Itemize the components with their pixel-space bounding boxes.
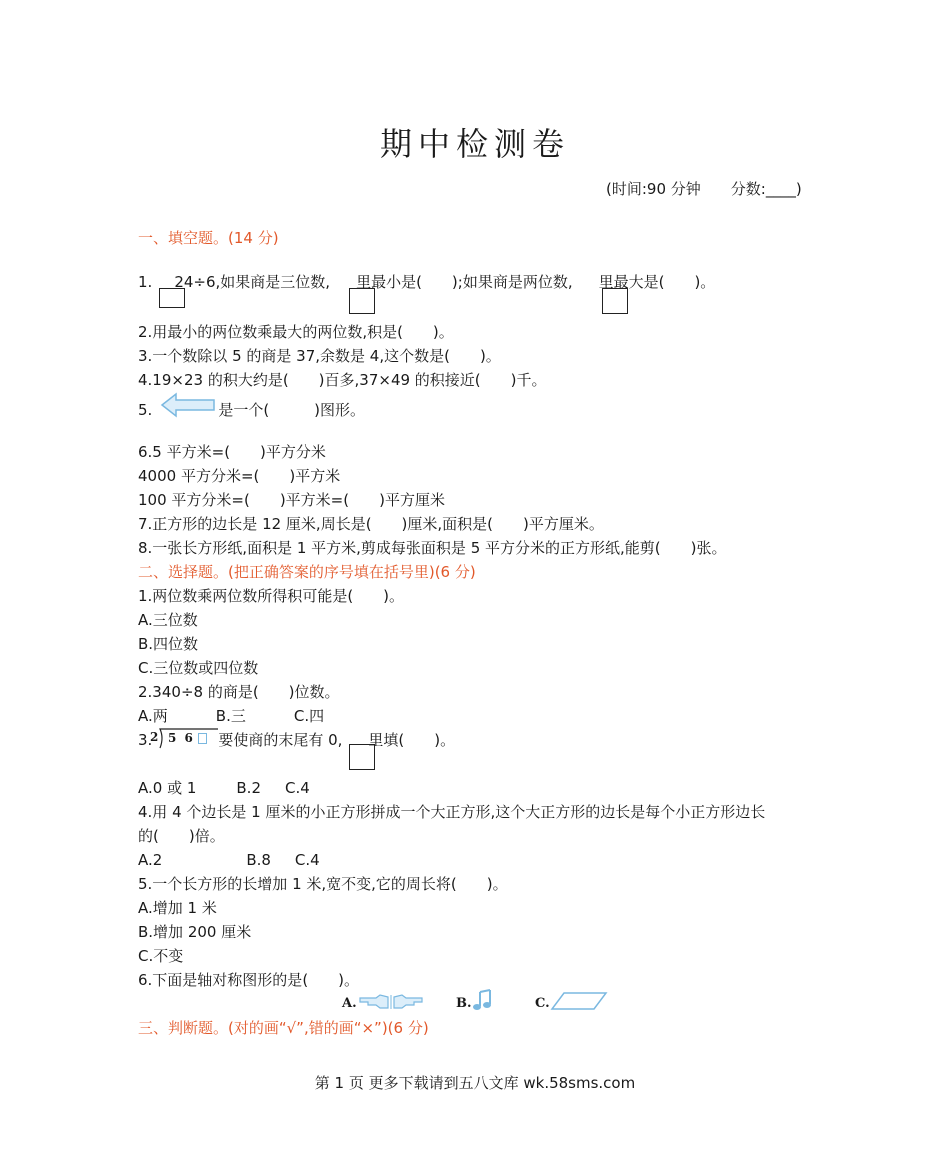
page-footer: 第 1 页 更多下载请到五八文库 wk.58sms.com — [314, 1074, 636, 1092]
choice-q5: 5.一个长方形的长增加 1 米,宽不变,它的周长将( )。 — [138, 875, 508, 893]
choice-q2-option-b: B.三 — [215, 707, 246, 725]
choice-q6: 6.下面是轴对称图形的是( )。 — [138, 971, 360, 989]
blank-box-1 — [159, 288, 185, 308]
fill-q5-number: 5. — [138, 401, 153, 419]
left-arrow-shape — [160, 392, 216, 418]
fill-q1-part-b: 24÷6,如果商是三位数, — [174, 273, 331, 291]
fill-q8: 8.一张长方形纸,面积是 1 平方米,剪成每张面积是 5 平方分米的正方形纸,能剪( )张。 — [138, 539, 727, 557]
blank-box-3 — [602, 288, 628, 314]
section-choice: 二、选择题。(把正确答案的序号填在括号里)(6 分) — [138, 563, 476, 581]
section-true-false: 三、判断题。(对的画“√”,错的画“×”)(6 分) — [138, 1019, 429, 1037]
fill-q6-line-a: 6.5 平方米=( )平方分米 — [138, 443, 326, 461]
choice-q3-option-a: A.0 或 1 — [138, 779, 197, 797]
blank-box-2 — [349, 288, 375, 314]
choice-q2-option-c: C.四 — [293, 707, 325, 725]
page-title: 期中检测卷 — [379, 125, 570, 163]
choice-q4-line-2: 的( )倍。 — [138, 827, 225, 845]
choice-q3-text-b: 要使商的末尾有 0, — [218, 731, 343, 749]
parallelogram-shape — [550, 991, 608, 1011]
choice-q4-options — [138, 850, 320, 870]
option-c-label: C. — [535, 996, 550, 1011]
fill-q4: 4.19×23 的积大约是( )百多,37×49 的积接近( )千。 — [138, 371, 547, 389]
option-b-label: B. — [456, 996, 472, 1011]
choice-q3-option-c: C.4 — [285, 779, 310, 797]
choice-q1-option-c: C.三位数或四位数 — [138, 659, 259, 677]
choice-q2: 2.340÷8 的商是( )位数。 — [138, 683, 340, 701]
choice-q3-options — [138, 778, 310, 798]
choice-q5-option-b: B.增加 200 厘米 — [138, 923, 252, 941]
fill-q6-line-b: 4000 平方分米=( )平方米 — [138, 467, 341, 485]
exam-meta: (时间:90 分钟 分数:____) — [606, 180, 802, 198]
fill-q6-line-c: 100 平方分米=( )平方米=( )平方厘米 — [138, 491, 445, 509]
choice-q5-option-a: A.增加 1 米 — [138, 899, 217, 917]
choice-q2-option-a: A.两 — [138, 707, 168, 725]
choice-q3-option-b: B.2 — [236, 779, 261, 797]
choice-q5-option-c: C.不变 — [138, 947, 184, 965]
choice-q2-options — [138, 706, 324, 726]
music-note-icon — [472, 988, 494, 1012]
choice-q3-text-c: 里填( )。 — [368, 731, 456, 749]
division-divisor: 2 — [150, 730, 159, 744]
long-division-figure — [150, 728, 220, 750]
blank-box-4 — [349, 744, 375, 770]
pointing-hands-icon — [358, 992, 424, 1012]
fill-q1-number: 1. — [138, 273, 153, 291]
choice-q4-option-c: C.4 — [294, 851, 320, 869]
choice-q1-option-a: A.三位数 — [138, 611, 198, 629]
option-a-label: A. — [342, 996, 357, 1011]
section-fill-blank: 一、填空题。(14 分) — [138, 229, 279, 247]
division-dividend: 5 6 — [168, 731, 195, 745]
fill-q1-part-c: 里最小是( );如果商是两位数, — [356, 273, 573, 291]
choice-q4-option-a: A.2 — [138, 851, 163, 869]
fill-q1-part-d: 里最大是( )。 — [598, 273, 716, 291]
choice-q1: 1.两位数乘两位数所得积可能是( )。 — [138, 587, 405, 605]
fill-q2: 2.用最小的两位数乘最大的两位数,积是( )。 — [138, 323, 454, 341]
fill-q1 — [138, 272, 715, 292]
choice-q4-line-1: 4.用 4 个边长是 1 厘米的小正方形拼成一个大正方形,这个大正方形的边长是每个小正方形边长 — [138, 803, 766, 821]
fill-q5-text: 是一个( )图形。 — [218, 401, 366, 419]
dividend-blank-box — [198, 733, 207, 744]
fill-q3: 3.一个数除以 5 的商是 37,余数是 4,这个数是( )。 — [138, 347, 501, 365]
fill-q7: 7.正方形的边长是 12 厘米,周长是( )厘米,面积是( )平方厘米。 — [138, 515, 604, 533]
choice-q1-option-b: B.四位数 — [138, 635, 199, 653]
choice-q4-option-b: B.8 — [246, 851, 271, 869]
choice-q3-number: 3. — [138, 731, 153, 749]
